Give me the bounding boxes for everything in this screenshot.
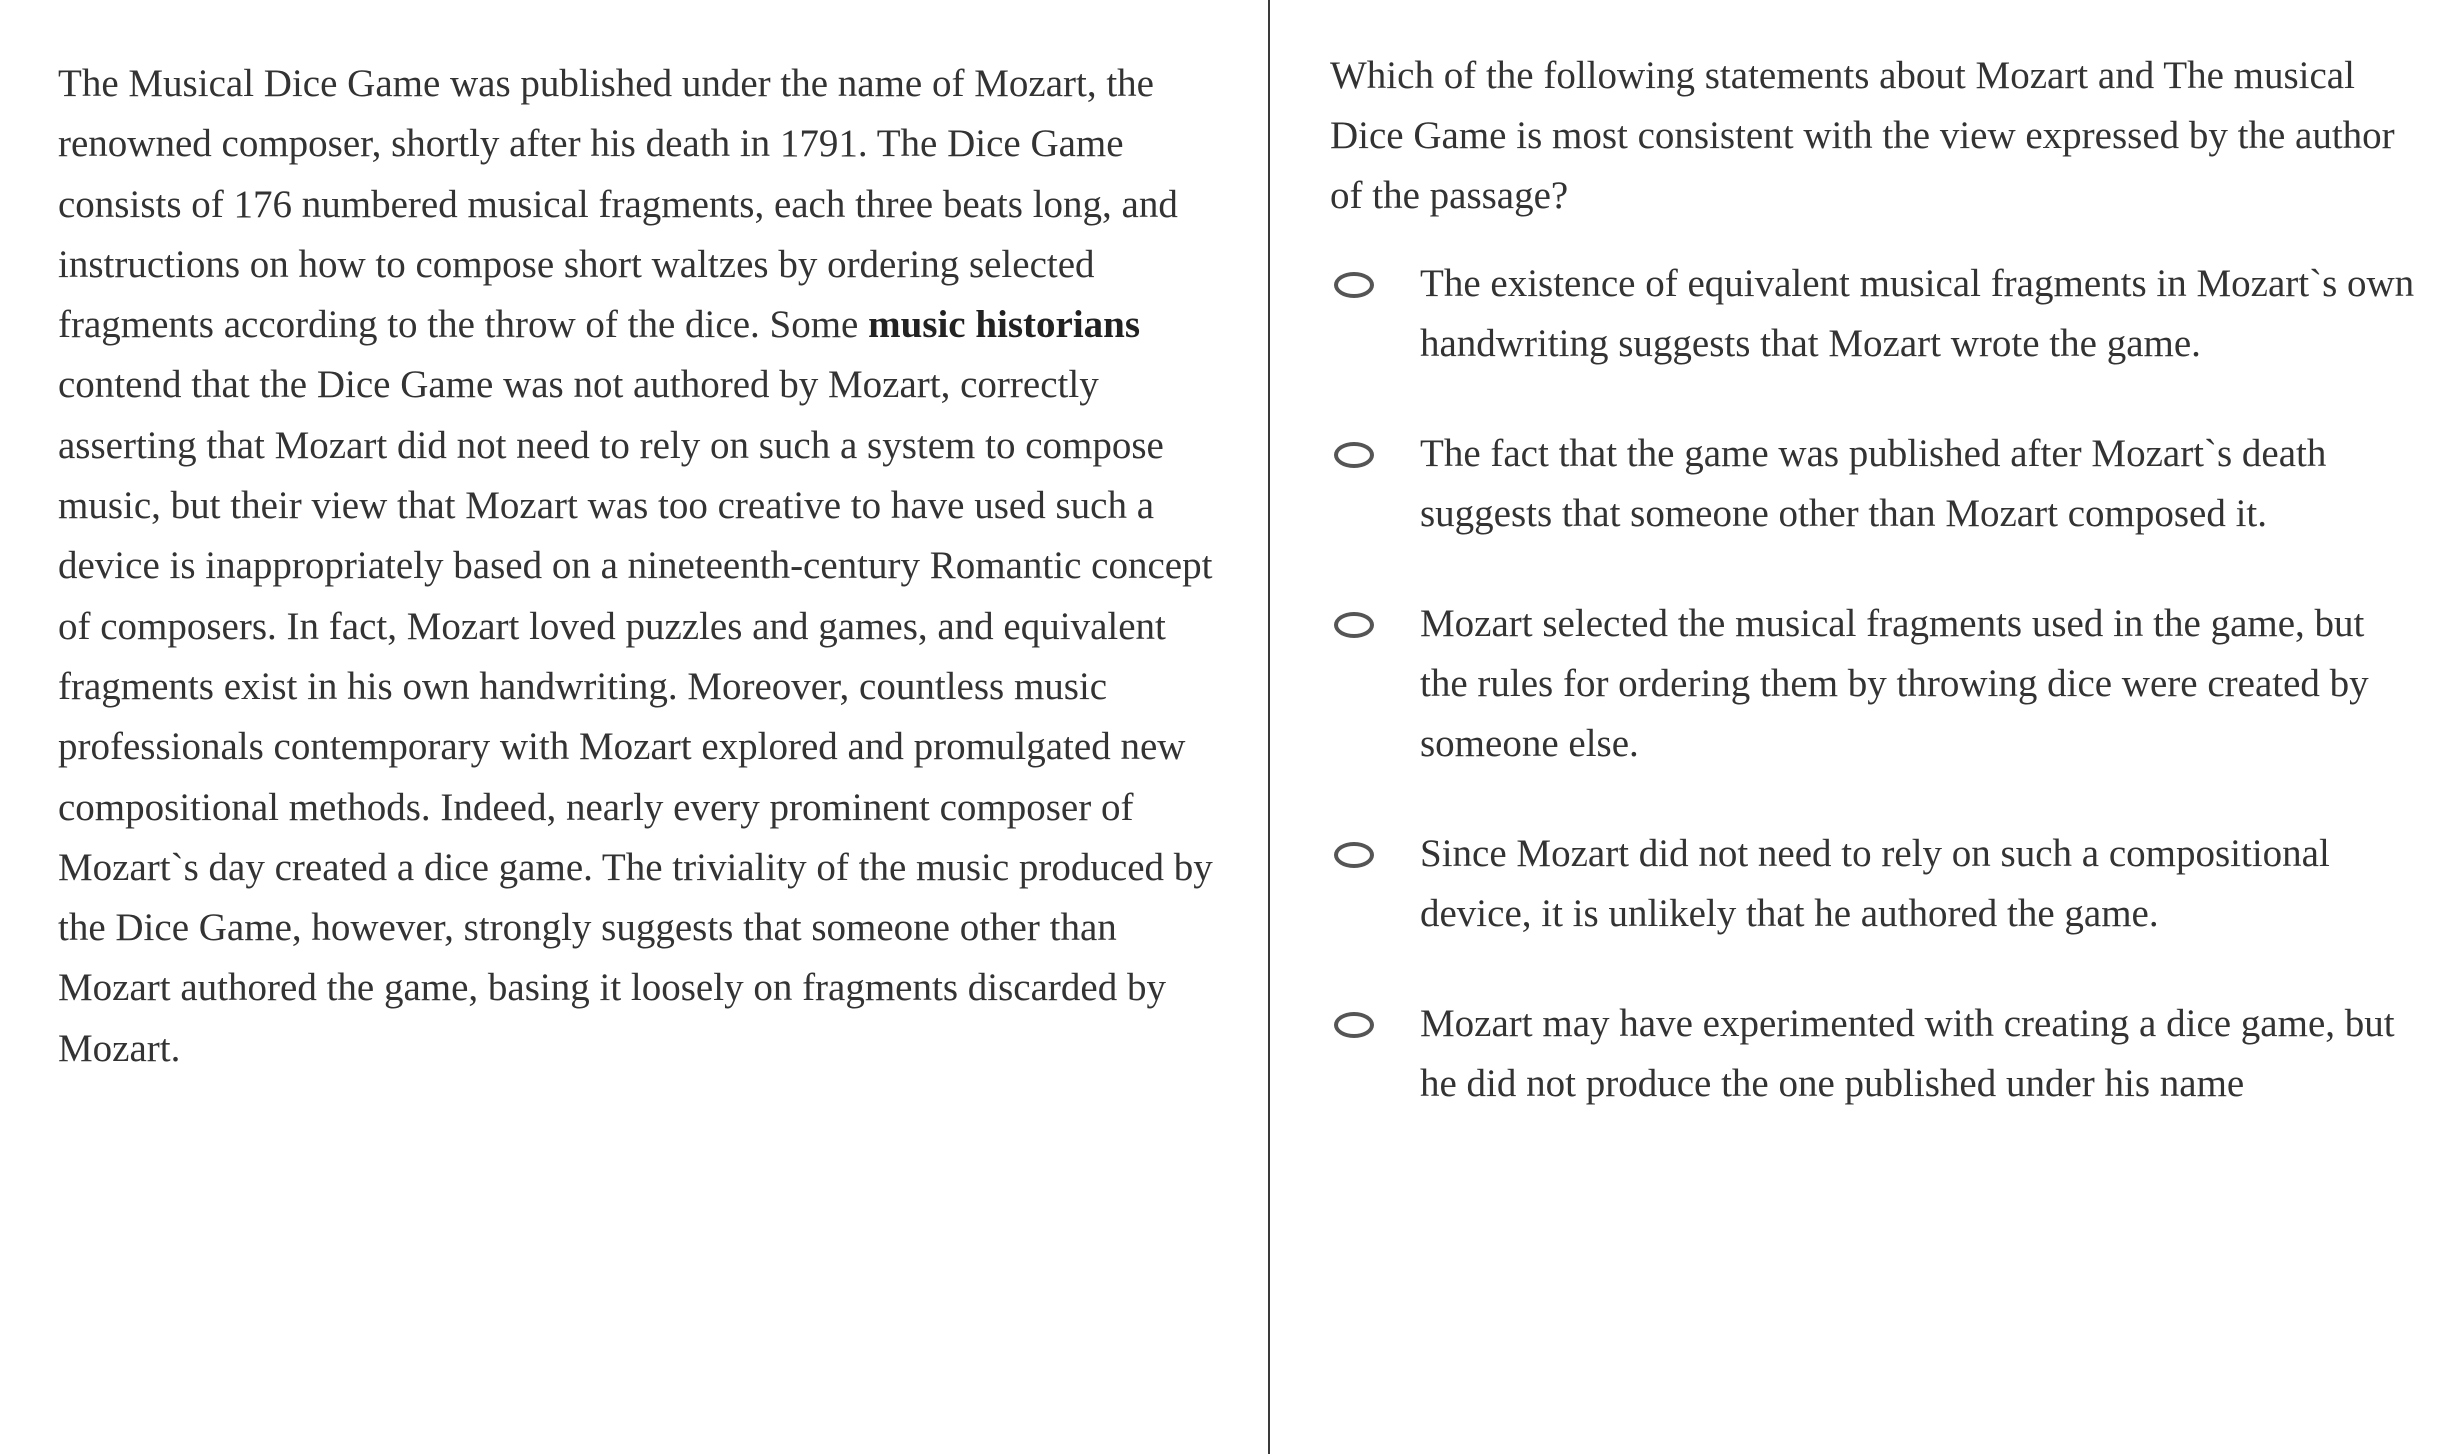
answer-choice-text: Mozart selected the musical fragments used in the game, but the rules for ordering them by throwing dice were created by someone else. <box>1420 602 2369 765</box>
passage-text-part-1: The Musical Dice Game was published under the name of Mozart, the renowned composer, shortly after his death in 1791. The Dice Game consists of 176 numbered musical fragments, each three beats long, and instructions on how to compose short waltzes by ordering selected fragments according to the throw of the dice. Some <box>58 62 1178 347</box>
radio-button-icon[interactable] <box>1334 842 1374 868</box>
radio-button-icon[interactable] <box>1334 442 1374 468</box>
radio-button-icon[interactable] <box>1334 1012 1374 1038</box>
radio-button-icon[interactable] <box>1334 612 1374 638</box>
answer-choice-text: The fact that the game was published after Mozart`s death suggests that someone other than Mozart composed it. <box>1420 432 2327 535</box>
passage-text-part-2: contend that the Dice Game was not authored by Mozart, correctly asserting that Mozart did not need to rely on such a system to compose music, but their view that Mozart was too creative to have used such a device is inappropriately based on a nineteenth-century Romantic concept of composers. In fact, Mozart loved puzzles and games, and equivalent fragments exist in his own handwriting. Moreover, countless music professionals contemporary with Mozart explored and promulgated new compositional methods. Indeed, nearly every prominent composer of Mozart`s day created a dice game. The triviality of the music produced by the Dice Game, however, strongly suggests that someone other than Mozart authored the game, basing it loosely on fragments discarded by Mozart. <box>58 363 1213 1070</box>
answer-choice-e[interactable] <box>1330 994 2434 1114</box>
passage-text <box>58 54 1218 1079</box>
radio-button-icon[interactable] <box>1334 272 1374 298</box>
answer-choice-b[interactable] <box>1330 424 2434 544</box>
answer-choices <box>1330 254 2434 1114</box>
answer-choice-c[interactable] <box>1330 594 2434 774</box>
answer-choice-text: The existence of equivalent musical fragments in Mozart`s own handwriting suggests that Mozart wrote the game. <box>1420 262 2415 365</box>
answer-choice-text: Mozart may have experimented with creating a dice game, but he did not produce the one published under his name <box>1420 1002 2395 1105</box>
answer-choice-text: Since Mozart did not need to rely on such a compositional device, it is unlikely that he authored the game. <box>1420 832 2330 935</box>
question-pane <box>1270 0 2464 1454</box>
passage-highlighted-phrase: music historians <box>868 303 1141 347</box>
answer-choice-d[interactable] <box>1330 824 2434 944</box>
question-stem: Which of the following statements about Mozart and The musical Dice Game is most consistent with the view expressed by the author of the passage? <box>1330 54 2395 217</box>
answer-choice-a[interactable] <box>1330 254 2434 374</box>
